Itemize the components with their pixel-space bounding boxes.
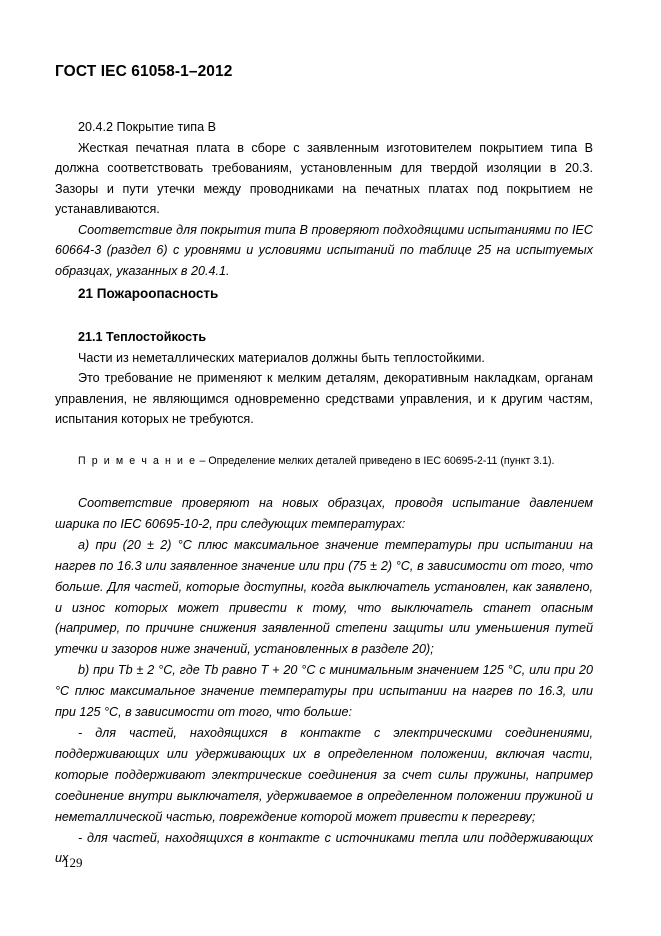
note [55, 451, 593, 472]
note-text: – Определение мелких деталей приведено в IEC 60695-2-11 (пункт 3.1). [196, 455, 555, 467]
section-heading: 21 Пожароопасность [78, 286, 219, 301]
subsection-20-4-2 [55, 117, 593, 281]
list-item-b: b) при Tb ± 2 °C, где Tb равно T + 20 °C с минимальным значением 125 °С, или при 20 °С плюс максимальное значение температуры при испытании на нагрев по 16.3, или при 125 °С, в зависимости от того, что больше: [55, 663, 593, 720]
paragraph: Части из неметаллических материалов должны быть теплостойкими. [78, 350, 485, 365]
dash-item: - для частей, находящихся в контакте с электрическими соединениями, поддерживающих или удерживающих их в определенном положении, включая части, которые поддерживают электрические соединения за счет силы пружины, например соединение внутри выключателя, удерживаемое в определенном положении пружиной и неметаллической частью, повреждение которой может привести к перегреву; [55, 725, 593, 824]
compliance-paragraph: Соответствие проверяют на новых образцах, проводя испытание давлением шарика по IEC 60695-10-2, при следующих температурах: [55, 496, 593, 531]
subsection-21-1 [55, 327, 593, 430]
list-item-a: a) при (20 ± 2) °С плюс максимальное значение температуры при испытании на нагрев по 16.3 или заявленное значение или при (75 ± 2) °С, в зависимости от того, что больше. Для частей, которые доступны, когда выключатель установлен, как заявлено, и износ которых может привести к тому, что выключатель станет опасным (например, по причине снижения заявленной степени защиты или уменьшения путей утечки и зазоров ниже значений, установленных в разделе 20); [55, 537, 593, 657]
note-label: П р и м е ч а н и е [78, 455, 197, 467]
page-number: 129 [63, 855, 83, 870]
subsection-heading: 20.4.2 Покрытие типа В [78, 120, 216, 134]
section-21 [55, 284, 593, 305]
compliance-paragraph: Соответствие для покрытия типа В проверяют подходящими испытаниями по IEC 60664-3 (раздел 6) с уровнями и условиями испытаний по таблице 25 на испытуемых образцах, указанных в 20.4.1. [55, 222, 593, 278]
paragraph: Жесткая печатная плата в сборе с заявленным изготовителем покрытием типа В должна соответствовать требованиям, установленным для твердой изоляции в 20.3. Зазоры и пути утечки между проводниками на печатных платах под покрытием не устанавливаются. [55, 140, 593, 216]
document-header: ГОСТ IEC 61058-1–2012 [55, 63, 233, 80]
paragraph: Это требование не применяют к мелким деталям, декоративным накладкам, органам управления, не являющимся одновременно средствами управления, и к другим частям, испытания которых не требуются. [55, 371, 593, 426]
subsection-heading: 21.1 Теплостойкость [78, 330, 207, 344]
compliance-block [55, 493, 593, 869]
dash-item: - для частей, находящихся в контакте с источниками тепла или поддерживающих их [55, 830, 593, 866]
